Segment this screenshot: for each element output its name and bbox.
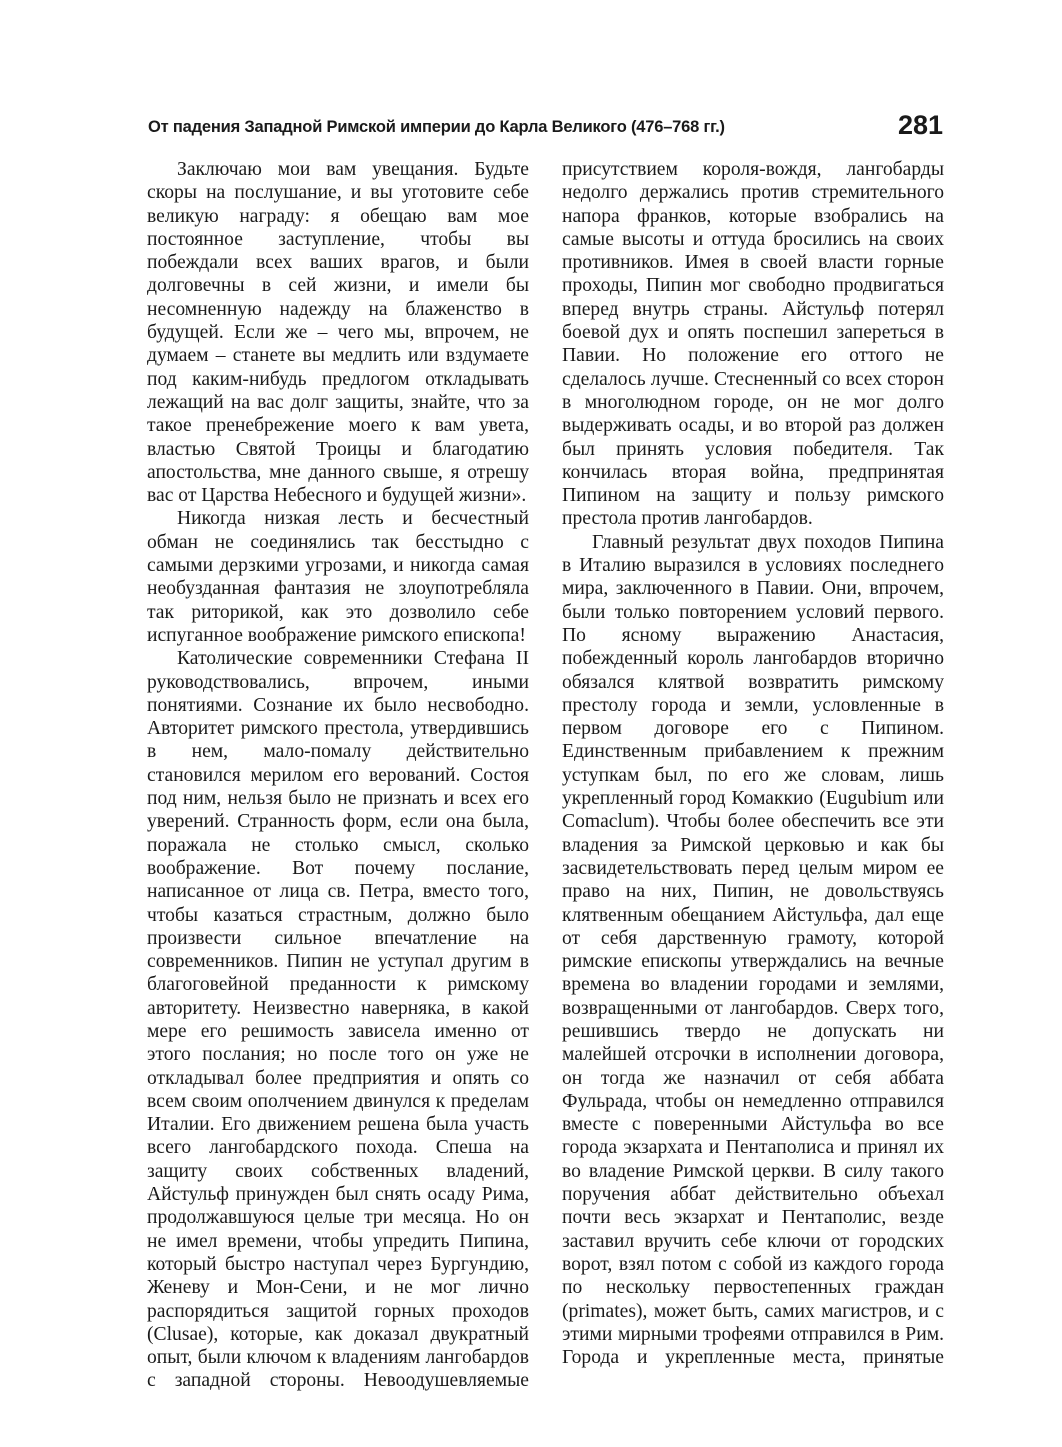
right-text-column: [562, 158, 944, 1369]
paragraph: Главный результат двух походов Пипина в Италию выразился в условиях последнего мира, заключенного в Павии. Они, впрочем, были только повторением условий первого. По ясному выражению Анастасия, побежденный король лангобардов вторично обязался клятвой возвратить римскому престолу города и земли, условленные в первом договоре его с Пипином. Единственным прибавлением к прежним уступкам был, по его же словам, лишь укрепленный город Комаккио (Eugubium или Comaclum). Чтобы более обеспечить все эти владения за Римской церковью и как бы засвидетельствовать перед целым миром ее право на них, Пипин, не довольствуясь клятвенным обещанием Айстульфа, дал еще от себя дарственную грамоту, которой римские епископы утверждались на вечные времена во владении городами и землями, возвращенными от лангобардов. Сверх того, решившись твердо не допускать ни малейшей отсрочки в исполнении договора, он тогда же назначил от себя аббата Фульрада, чтобы он немедленно отправился вместе с поверенными Айстульфа во все города экзархата и Пентаполиса и принял их во владение Римской церкви. В силу такого поручения аббат действительно объехал почти весь экзархат и Пентаполис, везде заставил вручить себе ключи от городских ворот, взял потом с собой из каждого города по нескольку первостепенных граждан (primates), может быть, самих магистров, и с этими мирными трофеями отправился в Рим. Города и укрепленные места, принятые: [562, 531, 944, 1369]
paragraph: Заключаю мои вам увещания. Будьте скоры на послушание, и вы уготовите себе великую награду: я обещаю вам мое постоянное заступление, чтобы вы побеждали всех ваших врагов, и были долговечны в сей жизни, и имели бы несомненную надежду на блаженство в будущей. Если же – чего мы, впрочем, не думаем – станете вы медлить или вздумаете под каким-нибудь предлогом откладывать лежащий на вас долг защиты, знайте, что за такое пренебрежение моего к вам увета, властью Святой Троицы и благодатию апостольства, мне данного свыше, я отрешу вас от Царства Небесного и будущей жизни».: [147, 159, 529, 507]
paragraph: присутствием короля-вождя, лангобарды недолго держались против стремительного напора франков, которые взобрались на самые высоты и оттуда бросились на своих противников. Имея в своей власти горные проходы, Пипин мог свободно продвигаться вперед внутрь страны. Айстульф потерял боевой дух и опять поспешил запереться в Павии. Но положение его оттого не сделалось лучше. Стесненный со всех сторон в многолюдном городе, он не мог долго выдерживать осады, и во второй раз должен был принять условия победителя. Так кончилась вторая война, предпринятая Пипином на защиту и пользу римского престола против лангобардов.: [562, 159, 944, 530]
running-head-title: От падения Западной Римской империи до Карла Великого (476–768 гг.): [148, 118, 725, 136]
left-text-column: [147, 158, 529, 1393]
paragraph: Никогда низкая лесть и бесчестный обман не соединялись так бесстыдно с самыми дерзкими угрозами, и никогда самая необузданная фантазия не злоупотребляла так риторикой, как это дозволило себе испуганное воображение римского епископа!: [147, 508, 529, 646]
page-header: [148, 112, 943, 144]
paragraph: Католические современники Стефана II руководствовались, впрочем, иными понятиями. Сознание их было несвободно. Авторитет римского престола, утвердившись в нем, мало-помалу действительно становился мерилом его верований. Состоя под ним, нельзя было не признать и всех его уверений. Странность форм, если она была, поражала не столько смысл, сколько воображение. Вот почему послание, написанное от лица св. Петра, вместо того, чтобы казаться страстным, должно было произвести сильное впечатление на современников. Пипин не уступал другим в благоговейной преданности к римскому авторитету. Неизвестно наверняка, в какой мере его решимость зависела именно от этого послания; но после того он уже не откладывал более предприятия и опять со всем своим ополчением двинулся к пределам Италии. Его движением решена была участь всего лангобардского похода. Спеша на защиту своих собственных владений, Айстульф принужден был снять осаду Рима, продолжавшуюся целые три месяца. Но он не имел времени, чтобы упредить Пипина, который быстро наступал через Бургундию, Женеву и Мон-Сени, и не мог лично распорядиться защитой горных проходов (Clusae), которые, как доказал двукратный опыт, были ключом к владениям лангобардов с западной стороны. Невоодушевляемые: [147, 648, 529, 1392]
page-number: 281: [897, 110, 943, 140]
